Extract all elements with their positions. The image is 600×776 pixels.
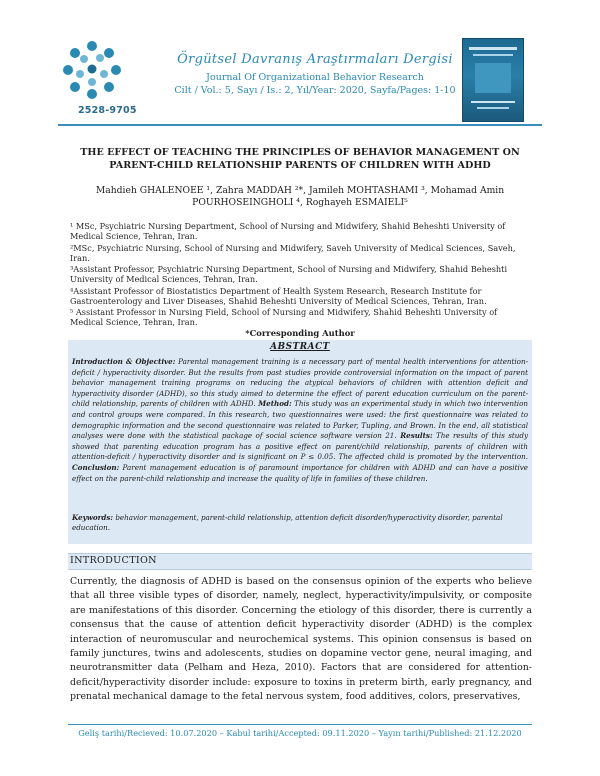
keywords-label: Keywords: bbox=[72, 513, 114, 522]
footer-divider bbox=[68, 724, 532, 725]
issn-number: 2528-9705 bbox=[78, 105, 137, 116]
article-title-line: PARENT-CHILD RELATIONSHIP PARENTS OF CHILDREN WITH ADHD bbox=[109, 160, 491, 171]
introduction-body: Currently, the diagnosis of ADHD is based on the consensus opinion of the experts who believe that all three visible types of disorder, namely, neglect, hyperactivity/impulsivity, or composite are manifestations of this disorder. Concerning the etiology of this disorder, there is currently a consensus that the cause of attention deficit hyperactivity disorder (ADHD) is the complex interaction of neuromuscular and neurochemical systems. This opinion consensus is based on family junctures, twins and adolescents, studies on dopamine vector gene, neural imaging, and neurotransmitter data (Pelham and Heza, 2010). Factors that are considered for attention-deficit/hyperactivity disorder include: exposure to toxins in preterm birth, early pregnancy, and prenatal mechanical damage to the fetal nervous system, food additives, colors, preservatives, bbox=[70, 576, 532, 703]
journal-title: Örgütsel Davranış Araştırmaları Dergisi bbox=[177, 52, 453, 67]
affiliation-item: ¹ MSc, Psychiatric Nursing Department, School of Nursing and Midwifery, Shahid Beheshti University of Medical Science, Tehran, Iran. bbox=[70, 221, 506, 241]
author-line: POURHOSEINGHOLI ⁴, Roghayeh ESMAIELI⁵ bbox=[192, 197, 408, 208]
abstract-box bbox=[68, 340, 532, 544]
abstract-method-label: Method: bbox=[255, 399, 292, 409]
cover-decoration bbox=[477, 107, 509, 109]
abstract-conclusion-text: Parent management education is of paramount importance for children with ADHD and can have a positive effect on the parent-child relationship and increase the quality of life in families of these children. bbox=[72, 462, 528, 483]
cover-decoration bbox=[473, 54, 513, 56]
affiliation-item: ³Assistant Professor, Psychiatric Nursing Department, School of Nursing and Midwifery, Shahid Beheshti University of Medical Sciences, Tehran, Iran. bbox=[70, 264, 508, 285]
footer-dates: Geliş tarihi/Recieved: 10.07.2020 – Kabul tarihi/Accepted: 09.11.2020 – Yayın tarihi/Published: 21.12.2020 bbox=[78, 728, 522, 738]
introduction-heading-bar bbox=[68, 553, 532, 570]
abstract-intro-label: Introduction & Objective: bbox=[72, 357, 176, 366]
journal-logo-icon bbox=[60, 38, 124, 102]
affiliations bbox=[70, 221, 530, 329]
article-title bbox=[70, 146, 530, 172]
article-title-line: THE EFFECT OF TEACHING THE PRINCIPLES OF BEHAVIOR MANAGEMENT ON bbox=[80, 147, 520, 158]
cover-decoration bbox=[475, 63, 511, 93]
abstract-heading: ABSTRACT bbox=[270, 342, 330, 352]
affiliation-item: ⁴Assistant Professor of Biostatistics Department of Health System Research, Research Institute for Gastroenterology and Liver Diseases, Shahid Beheshti University of Medical Sciences, Tehran, Iran. bbox=[70, 285, 487, 306]
author-list bbox=[80, 185, 520, 209]
abstract-intro-text: Parental management training is a necessary part of mental health interventions for attention-deficit / hyperactivity disorder. But the results from past studies provide controversial information on the impact of parent behavior management training programs on reducing the atypical behaviors of children with attention deficit and hyperactivity disorder (ADHD), so this study aimed to determine the effect of parent education curriculum on the parent-child relationship, parents of children with ADHD. bbox=[72, 357, 528, 409]
journal-subtitle: Journal Of Organizational Behavior Research bbox=[206, 72, 424, 83]
introduction-heading: INTRODUCTION bbox=[70, 555, 157, 566]
abstract-results-text: The results of this study showed that parenting education program has a positive effect on parent/child relationship, parents of children with attention-deficit / hyperactivity disorder and is significant on P ≤ 0.05. The affected child is promoted by the intervention. bbox=[72, 431, 528, 462]
journal-cover-thumbnail bbox=[462, 38, 524, 122]
abstract-text bbox=[72, 357, 528, 484]
abstract-method-text: This study was an experimental study in which two intervention and control groups were compared. In this research, two questionnaires were used: the first questionnaire was related to demographic information and the second questionnaire was related to Parker, Tupling, and Brown. In the end, all statistical analyses were done with the statistical package of social science software version 21. bbox=[72, 399, 528, 441]
volume-line: Cilt / Vol.: 5, Sayı / Is.: 2, Yıl/Year: 2020, Sayfa/Pages: 1-10 bbox=[174, 85, 456, 96]
keywords bbox=[72, 513, 528, 533]
affiliation-item: ⁵ Assistant Professor in Nursing Field, School of Nursing and Midwifery, Shahid Beheshti University of Medical Science, Tehran, Iran. bbox=[70, 307, 498, 328]
cover-decoration bbox=[471, 101, 515, 103]
cover-decoration bbox=[469, 47, 517, 50]
abstract-results-label: Results: bbox=[396, 431, 433, 441]
header-divider bbox=[58, 124, 542, 126]
abstract-conclusion-label: Conclusion: bbox=[72, 462, 120, 472]
keywords-text: behavior management, parent-child relationship, attention deficit disorder/hyperactivity disorder, parental education. bbox=[72, 513, 503, 533]
author-line: Mahdieh GHALENOEE ¹, Zahra MADDAH ²*, Jamileh MOHTASHAMI ³, Mohamad Amin bbox=[95, 185, 505, 196]
affiliation-item: ²MSc, Psychiatric Nursing, School of Nursing and Midwifery, Saveh University of Medical Sciences, Saveh, Iran. bbox=[70, 242, 516, 263]
corresponding-author-note: *Corresponding Author bbox=[245, 328, 355, 338]
